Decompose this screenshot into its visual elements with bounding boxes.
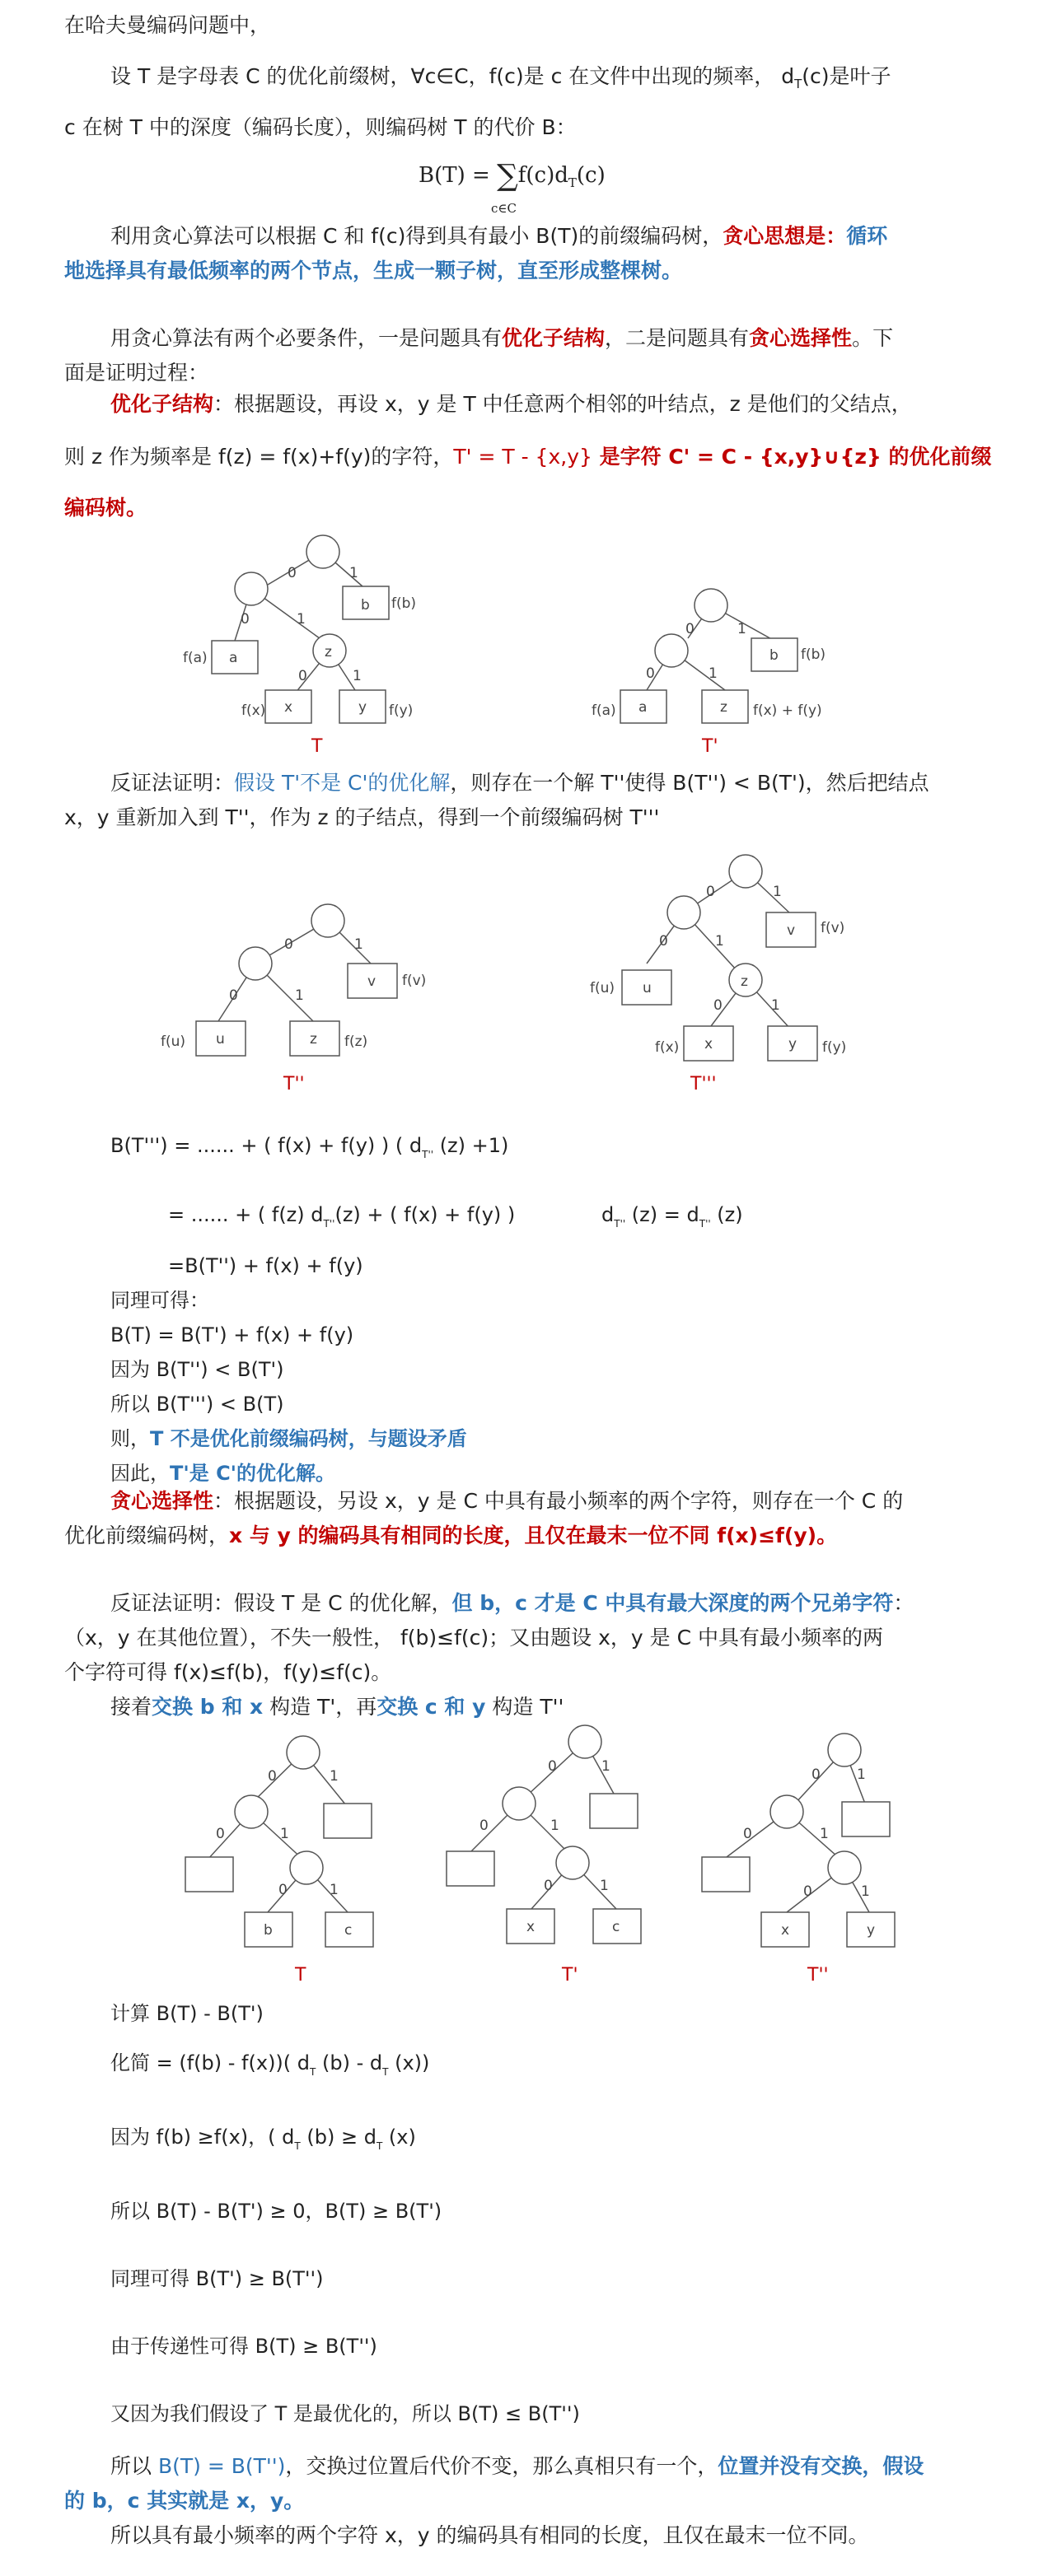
edge-label: 0 [659,933,668,950]
eq-text: d [601,1203,615,1226]
end-line-1 [110,2452,924,2480]
contra-text-2: ，则存在一个解 T''使得 B(T'') < B(T')，然后把结点 [450,771,929,795]
edge-label: 1 [297,611,306,628]
contra-line-2: x，y 重新加入到 T''，作为 z 的子结点，得到一个前缀编码树 T''' [64,805,660,829]
edge-label: 1 [353,668,362,684]
calc-text-2: (b) ≥ d [300,2126,377,2149]
edge-label: 1 [771,997,780,1014]
eq-text: B(T''') = ...... + ( f(x) + f(y) ) ( d [110,1134,423,1157]
leaf-u-freq: f(u) [590,980,615,996]
proof-line-2: （x，y 在其他位置），不失一般性， f(b)≤f(c)；又由题设 x，y 是 C 中具有最小频率的两 [64,1626,883,1650]
edge-label: 1 [709,665,718,682]
leaf-a-freq: f(a) [592,702,616,719]
leaf-b: b [769,647,779,664]
edge-label: 1 [550,1818,559,1834]
edge-label: 0 [278,1882,288,1898]
optsub-claim: 是字符 C' = C - {x,y}∪{z} 的优化前缀 [592,445,992,469]
node-z: z [325,644,332,660]
greedy-text-2: 优化前缀编码树， [64,1524,230,1547]
cond-optimal-sub: 优化子结构 [502,326,606,350]
greedy-text: ：根据题设，另设 x，y 是 C 中具有最小频率的两个字符，则存在一个 C 的 [213,1489,904,1513]
swap-text-2: 构造 T'，再 [263,1695,377,1719]
edge-label: 0 [288,565,297,581]
greedy-prop-line-1 [110,1487,903,1515]
edge-label: 1 [861,1883,870,1900]
bt-line: B(T) = B(T') + f(x) + f(y) [110,1323,354,1346]
formula-end: (c) [576,163,606,188]
caption-T2: T'' [283,1074,305,1094]
sum-symbol: ∑ [497,159,518,193]
end-line-3: 所以具有最小频率的两个字符 x，y 的编码具有相同的长度，且仅在最末一位不同。 [110,2523,869,2547]
edge-label: 0 [706,884,715,900]
edge-label: 1 [820,1826,829,1842]
optsub-text-2: 则 z 作为频率是 f(z) = f(x)+f(y)的字符， [64,445,454,469]
proof-line-3: 个字符可得 f(x)≤f(b)，f(y)≤f(c)。 [64,1660,392,1684]
leaf-a: a [229,650,238,666]
edge-label: 0 [548,1758,557,1775]
calc-text-2: (b) - d [316,2051,383,2074]
eq-text-3: (z) [710,1203,743,1226]
greedy-title: 贪心选择性 [110,1489,214,1513]
contra-line-1 [110,769,929,797]
cond-text-3: 。下 [852,326,894,350]
leaf-u: u [643,980,652,996]
leaf-c: c [612,1919,620,1935]
calc-line-7: 又因为我们假设了 T 是最优化的，所以 B(T) ≤ B(T'') [110,2402,580,2425]
conclusion-line [110,1459,335,1487]
contradiction-line [110,1425,467,1453]
leaf-x: x [526,1919,536,1935]
leaf-c: c [344,1922,353,1939]
leaf-b-freq: f(b) [391,595,417,612]
leaf-x: x [781,1922,790,1939]
edge-label: 1 [737,621,746,637]
edge-label: 0 [268,1768,277,1785]
eq-sub: T'' [422,1149,434,1160]
eq-text: = ...... + ( f(z) d [168,1203,324,1226]
leaf-y: y [788,1036,797,1052]
greedy-prop-line-2 [64,1522,837,1550]
leaf-z: z [720,699,727,716]
edge-label: 0 [803,1883,812,1900]
optsub-title: 优化子结构 [110,392,214,416]
leaf-y-freq: f(y) [389,702,414,719]
leaf-v: v [367,973,377,990]
optsub-line-3: 编码树。 [64,496,147,520]
edge-label: 0 [685,621,695,637]
leaf-b: b [264,1922,273,1939]
caption-T1-row3: T' [562,1965,578,1986]
cond-line-2: 面是证明过程： [64,361,209,385]
leaf-u: u [216,1031,225,1048]
cond-text-2: ，二是问题具有 [605,326,750,350]
caption-T-row3: T [295,1965,306,1986]
greedy-idea-2: 循环 [846,224,888,248]
edge-label: 0 [229,987,238,1004]
optsub-text: ：根据题设，再设 x，y 是 T 中任意两个相邻的叶结点，z 是他们的父结点， [213,392,912,416]
edge-label: 0 [646,665,655,682]
contra-assume: 假设 T'不是 C'的优化解 [234,771,451,795]
swap-bx: 交换 b 和 x [152,1695,264,1719]
calc-line-4: 所以 B(T) - B(T') ≥ 0，B(T) ≥ B(T') [110,2200,442,2223]
leaf-v: v [787,922,796,939]
leaf-v-freq: f(v) [821,920,845,936]
edge-label: 1 [600,1878,609,1894]
leaf-a: a [638,699,648,716]
caption-T3: T''' [690,1074,717,1094]
leaf-a-freq: f(a) [183,650,208,666]
leaf-z-freq: f(z) [344,1034,368,1050]
swap-text-3: 构造 T'' [485,1695,564,1719]
intro-line: 在哈夫曼编码问题中， [64,13,271,37]
edge-label: 0 [241,611,250,628]
leaf-x-freq: f(x) [241,702,266,719]
swap-line [110,1693,564,1721]
edge-label: 0 [284,936,293,953]
def-text-2: (c)是叶子 [802,64,891,88]
greedy-claim: x 与 y 的编码具有相同的长度，且仅在最末一位不同 f(x)≤f(y)。 [229,1524,838,1547]
edge-label: 0 [713,997,723,1014]
calc-text-3: (x)) [388,2051,430,2074]
caption-T1: T' [702,736,718,757]
end-equal: B(T) = B(T'') [157,2454,286,2478]
edge-label: 1 [773,884,782,900]
formula-body: f(c)d [517,163,568,188]
edge-label: 0 [743,1826,752,1842]
end-claim: 位置并没有交换，假设 [718,2454,924,2478]
edge-label: 1 [295,987,304,1004]
edge-label: 1 [280,1826,289,1842]
edge-label: 1 [715,933,724,950]
similar-line: 同理可得： [110,1289,209,1312]
end-text: 所以 [110,2454,158,2478]
leaf-z: z [310,1031,317,1048]
edge-label: 1 [601,1758,610,1775]
swap-text: 接着 [110,1695,152,1719]
eq-line-3: =B(T'') + f(x) + f(y) [168,1254,363,1277]
edge-label: 1 [857,1766,866,1783]
calc-text: 化简 = (f(b) - f(x))( d [110,2051,311,2074]
leaf-v-freq: f(v) [402,973,427,989]
because-line: 因为 B(T'') < B(T') [110,1358,284,1381]
end-text-2: ，交换过位置后代价不变，那么真相只有一个， [285,2454,718,2478]
sum-subscript: c∈C [491,201,517,216]
leaf-x: x [704,1036,713,1052]
proof-colon: ： [893,1591,914,1615]
edge-label: 0 [544,1878,553,1894]
caption-T2-row3: T'' [807,1965,829,1986]
eq-text-2: (z) +1) [433,1134,509,1157]
def-text: 设 T 是字母表 C 的优化前缀树，∀c∈C，f(c)是 c 在文件中出现的频率， [110,64,775,88]
calc-text: 因为 f(b) ≥f(x)，( d [110,2126,295,2149]
then-text: 则， [110,1427,150,1450]
eq-sub: T'' [323,1218,335,1230]
edge-label: 1 [354,936,363,953]
cond-greedy: 贪心选择性 [749,326,853,350]
greedy-text: 利用贪心算法可以根据 C 和 f(c)得到具有最小 B(T)的前缀编码树， [110,224,723,248]
calc-line-6: 由于传递性可得 B(T) ≥ B(T'') [110,2335,377,2358]
leaf-b: b [361,597,370,614]
leaf-x-freq: f(x) [655,1039,680,1056]
optsub-tprime: T' = T - {x,y} [453,445,592,469]
swap-cy: 交换 c 和 y [377,1695,486,1719]
conclusion: T'是 C'的优化解。 [170,1462,336,1485]
def-line-1: 设 T 是字母表 C 的优化前缀树，∀c∈C，f(c)是 c 在文件中出现的频率， $d_T(c)$是叶子 [110,64,891,91]
eq-depth-equal [601,1201,743,1238]
calc-line-1: 计算 B(T) - B(T') [110,2002,264,2025]
calc-text-3: (x) [382,2126,416,2149]
eq-line-2 [168,1201,515,1238]
eq-text-2: (z) = d [625,1203,699,1226]
eq-sub: T'' [699,1218,711,1230]
leaf-y: y [867,1922,876,1939]
edge-label: 1 [330,1768,339,1785]
leaf-u-freq: f(u) [161,1034,186,1050]
leaf-y-freq: f(y) [822,1039,847,1056]
leaf-b-freq: f(b) [801,646,826,663]
formula-sub: T [568,175,577,190]
edge-label: 0 [479,1818,489,1834]
leaf-y: y [358,699,367,716]
edge-label: 1 [330,1882,339,1898]
leaf-z-freq: f(x) + f(y) [753,702,822,719]
def-line-2: c 在树 T 中的深度（编码长度），则编码树 T 的代价 B： [64,115,577,139]
greedy-line-2: 地选择具有最低频率的两个节点，生成一颗子树，直至形成整棵树。 [64,259,683,282]
eq-sub: T'' [614,1218,626,1230]
leaf-x: x [284,699,293,716]
greedy-idea: 贪心思想是： [723,224,847,248]
therefore-text: 因此， [110,1462,170,1485]
edge-label: 0 [216,1826,225,1842]
eq-line-1 [110,1132,508,1169]
edge-label: 0 [811,1766,821,1783]
caption-T: T [311,736,323,757]
formula-lhs: B(T) = [419,163,490,188]
proof-line-1 [110,1589,914,1617]
edge-label: 1 [349,565,358,581]
proof-assume: 但 b，c 才是 C 中具有最大深度的两个兄弟字符 [451,1591,894,1615]
contra-text: 反证法证明： [110,771,235,795]
so-line: 所以 B(T''') < B(T) [110,1393,284,1416]
edge-label: 0 [298,668,307,684]
cond-text: 用贪心算法有两个必要条件，一是问题具有 [110,326,503,350]
calc-line-5: 同理可得 B(T') ≥ B(T'') [110,2267,324,2290]
calc-line-2: 化简 = (f(b) - f(x))( $d_T$ $(b) - d_T$ (x)) [110,2051,430,2078]
contradiction: T 不是优化前缀编码树，与题设矛盾 [150,1427,467,1450]
node-z: z [741,973,748,990]
eq-text-2: (z) + ( f(x) + f(y) ) [334,1203,516,1226]
calc-line-3: 因为 f(b) ≥f(x)，( $d_T$ $(b) \ge d_T$ (x) [110,2126,416,2152]
proof-text: 反证法证明：假设 T 是 C 的优化解， [110,1591,452,1615]
end-line-2: 的 b，c 其实就是 x，y。 [64,2489,305,2513]
